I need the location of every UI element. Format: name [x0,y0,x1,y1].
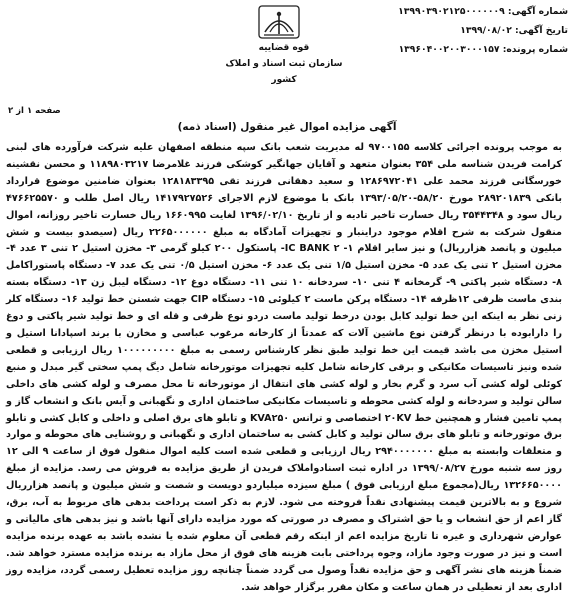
ad-number: شماره آگهی: ۱۳۹۹۰۳۹۰۲۱۲۵۰۰۰۰۰۰۹ [398,6,568,17]
judiciary-name: قوه قضاییه [258,43,310,53]
ad-title: آگهی مزایده اموال غیر منقول (اسناد ذمه) [177,121,397,133]
organization-title [218,40,350,88]
registration-office-name: سازمان ثبت اسناد و املاک کشور [225,59,343,85]
file-number: شماره پرونده: ۱۳۹۶۰۴۰۰۲۰۰۳۰۰۰۱۵۷ [398,44,568,55]
ad-body-paragraph: به موجب پرونده اجرائی کلاسه ۹۷۰۰۱۵۵ له مدیریت شعب بانک سپه منطقه اصفهان علیه شرکت فرآورده های لبنی کرامت فریدن شناسه ملی ۳۵۴ بعنوان متعهد و آقایان جهانگیر کوشکی فرزند غلامرضا ۱۱۸۹۸۰۳۲۱۷ و محسن نقشینه خورسگانی فرزند محمد علی ۱۲۸۶۹۷۲۰۴۱ و سعید دهقانی فرزند تقی ۱۲۸۱۸۳۳۹۵ بعنوان ضامنین موضوع قرارداد بانکی ۲۸۹۲۰۱۸۳۹ مورخ ۵۸/۲۰-۱۳۹۳/۰۵/۲۰ بانک با موضوع لازم الاجرای ۱۴۱۷۹۲۷۵۲۶ ریال اصل طلب و ۴۷۶۶۲۵۵۷۰ ریال سود و ۳۵۴۴۳۴۸ ریال خسارت تاخیر تادیه و از تاریخ ۱۳۹۶/۰۲/۱۰ لغایت ۱۶۶۰۹۹۵ ریال خسارت تاخیر روزانه، اموال منقول شرکت به شرح اقلام موجود دراینبار و تجهیزات آمادگاه به مبلغ ۲۲۶۵۰۰۰۰۰۰ ریال (سیصدو بیست و شش میلیون و پانصد هزارریال) و نیز سایر اقلام ۱- IC BANK ۲- پاستکول ۲۰۰ کیلو گرمی ۳- مخزن استیل ۲ تنی ۳ عدد ۴- مخزن استیل ۲ تنی یک عدد ۵- مخزن استیل ۱/۵ تنی یک عدد ۶- مخزن استیل ۰/۵ تنی یک عدد ۷- دستگاه پاستوراکامل ۸- دستگاه شیر پاکتی ۹- گرمخانه ۴ تنی ۱۰- سردخانه ۱۰ تنی ۱۱- دستگاه دوغ ۱۲- دستگاه لیبل زن ۱۳- دستگاه بسته بندی ماست ظرفی ۱۲ظرفه ۱۴- دستگاه پرکن ماست ۲ کیلوئی ۱۵- دستگاه CIP جهت شستن خط تولید ۱۶- دستگاه کلر زنی نظر به اینکه این خط تولید کابل بودن درخط تولید ماست دردو نوع ظرفی و قله ای و خط تولید شیر پاکتی و دوغ را دارابوده با درنظر گرفتن نوع ماشین آلات که عمدتاً از کارخانه مرغوب عباسی و مخازن با برند اسپادانا استیل و استیل مخزن می باشد قیمت این خط تولید طبق نظر کارشناس رسمی به مبلغ ۱۰۰۰۰۰۰۰۰۰ ریال ارزیابی و قطعی شده ونیز تاسیسات مکانیکی و برقی کارخانه شامل کلیه تجهیزات موتورخانه شامل دیگ پمپ سختی گیر مبدل و منبع کوئلی لوله کشی آب سرد و گرم بخار و لوله کشی های انتقال از موتورخانه تا محل مصرف و لوله کشی های داخلی سالن تولید و سردخانه و لوله کشی محوطه و تاسیسات مکانیکی ساختمان اداری و نگهبانی و آیس بانک و انشعاب گاز و پمپ تامین فشار و همچنین خط ۲۰KV اختصاصی و ترانس KVA۲۵۰ و تابلو های برق اصلی و داخلی و کابل کشی و تابلو برق موتورخانه و تابلو های برق سالن تولید و کابل کشی به ساختمان اداری و نگهبانی و روشنایی های محوطه و موارد و متعلقات وابسته به مبلغ ۲۹۴۰۰۰۰۰۰۰ ریال ارزیابی و قطعی شده است کلیه اموال منقول فوق از ساعت ۹ الی ۱۲ روز سه شنبه مورخ ۱۳۹۹/۰۸/۲۷ در اداره ثبت اسنادواملاک فریدن از طریق مزایده به فروش می رسد. مزایده از مبلغ ۱۳۲۶۶۵۰۰۰۰ ریال(مجموع مبلغ ارزیابی فوق ) مبلغ سیزده میلیاردو دویست و شصت و شش میلیون و پانصد هزارریال شروع و به بالاترین قیمت پیشنهادی نقداً فروخته می شود. لازم به ذکر است پرداخت بدهی های مربوط به آب، برق، گاز اعم از حق انشعاب و یا حق اشتراک و مصرف در صورتی که مورد مزایده دارای آنها باشد و نیز بدهی های مالیاتی و عوارض شهرداری و غیره تا تاریخ مزایده اعم از اینکه رقم قطعی آن معلوم شده یا نشده باشد به عهده برنده مزایده است و نیز در صورت وجود مازاد، وجوه پرداختی بابت هزینه های فوق از محل مازاد به برنده مزایده مسترد خواهد شد. ضمناً هزینه های نشر آگهی و حق مزایده نقداً وصول می گردد ضمناً چنانچه روز مزایده تعطیل رسمی گردد، مزایده روز اداری بعد از تعطیلی در همان ساعت و مکان مقرر برگزار خواهد شد. [6,142,563,593]
page-number: صفحه ۱ از ۲ [8,106,61,116]
ad-meta-block [358,2,568,59]
ad-date: تاریخ آگهی: ۱۳۹۹/۰۸/۰۲ [460,25,568,36]
judiciary-emblem [245,4,313,40]
emblem-icon [257,4,301,40]
